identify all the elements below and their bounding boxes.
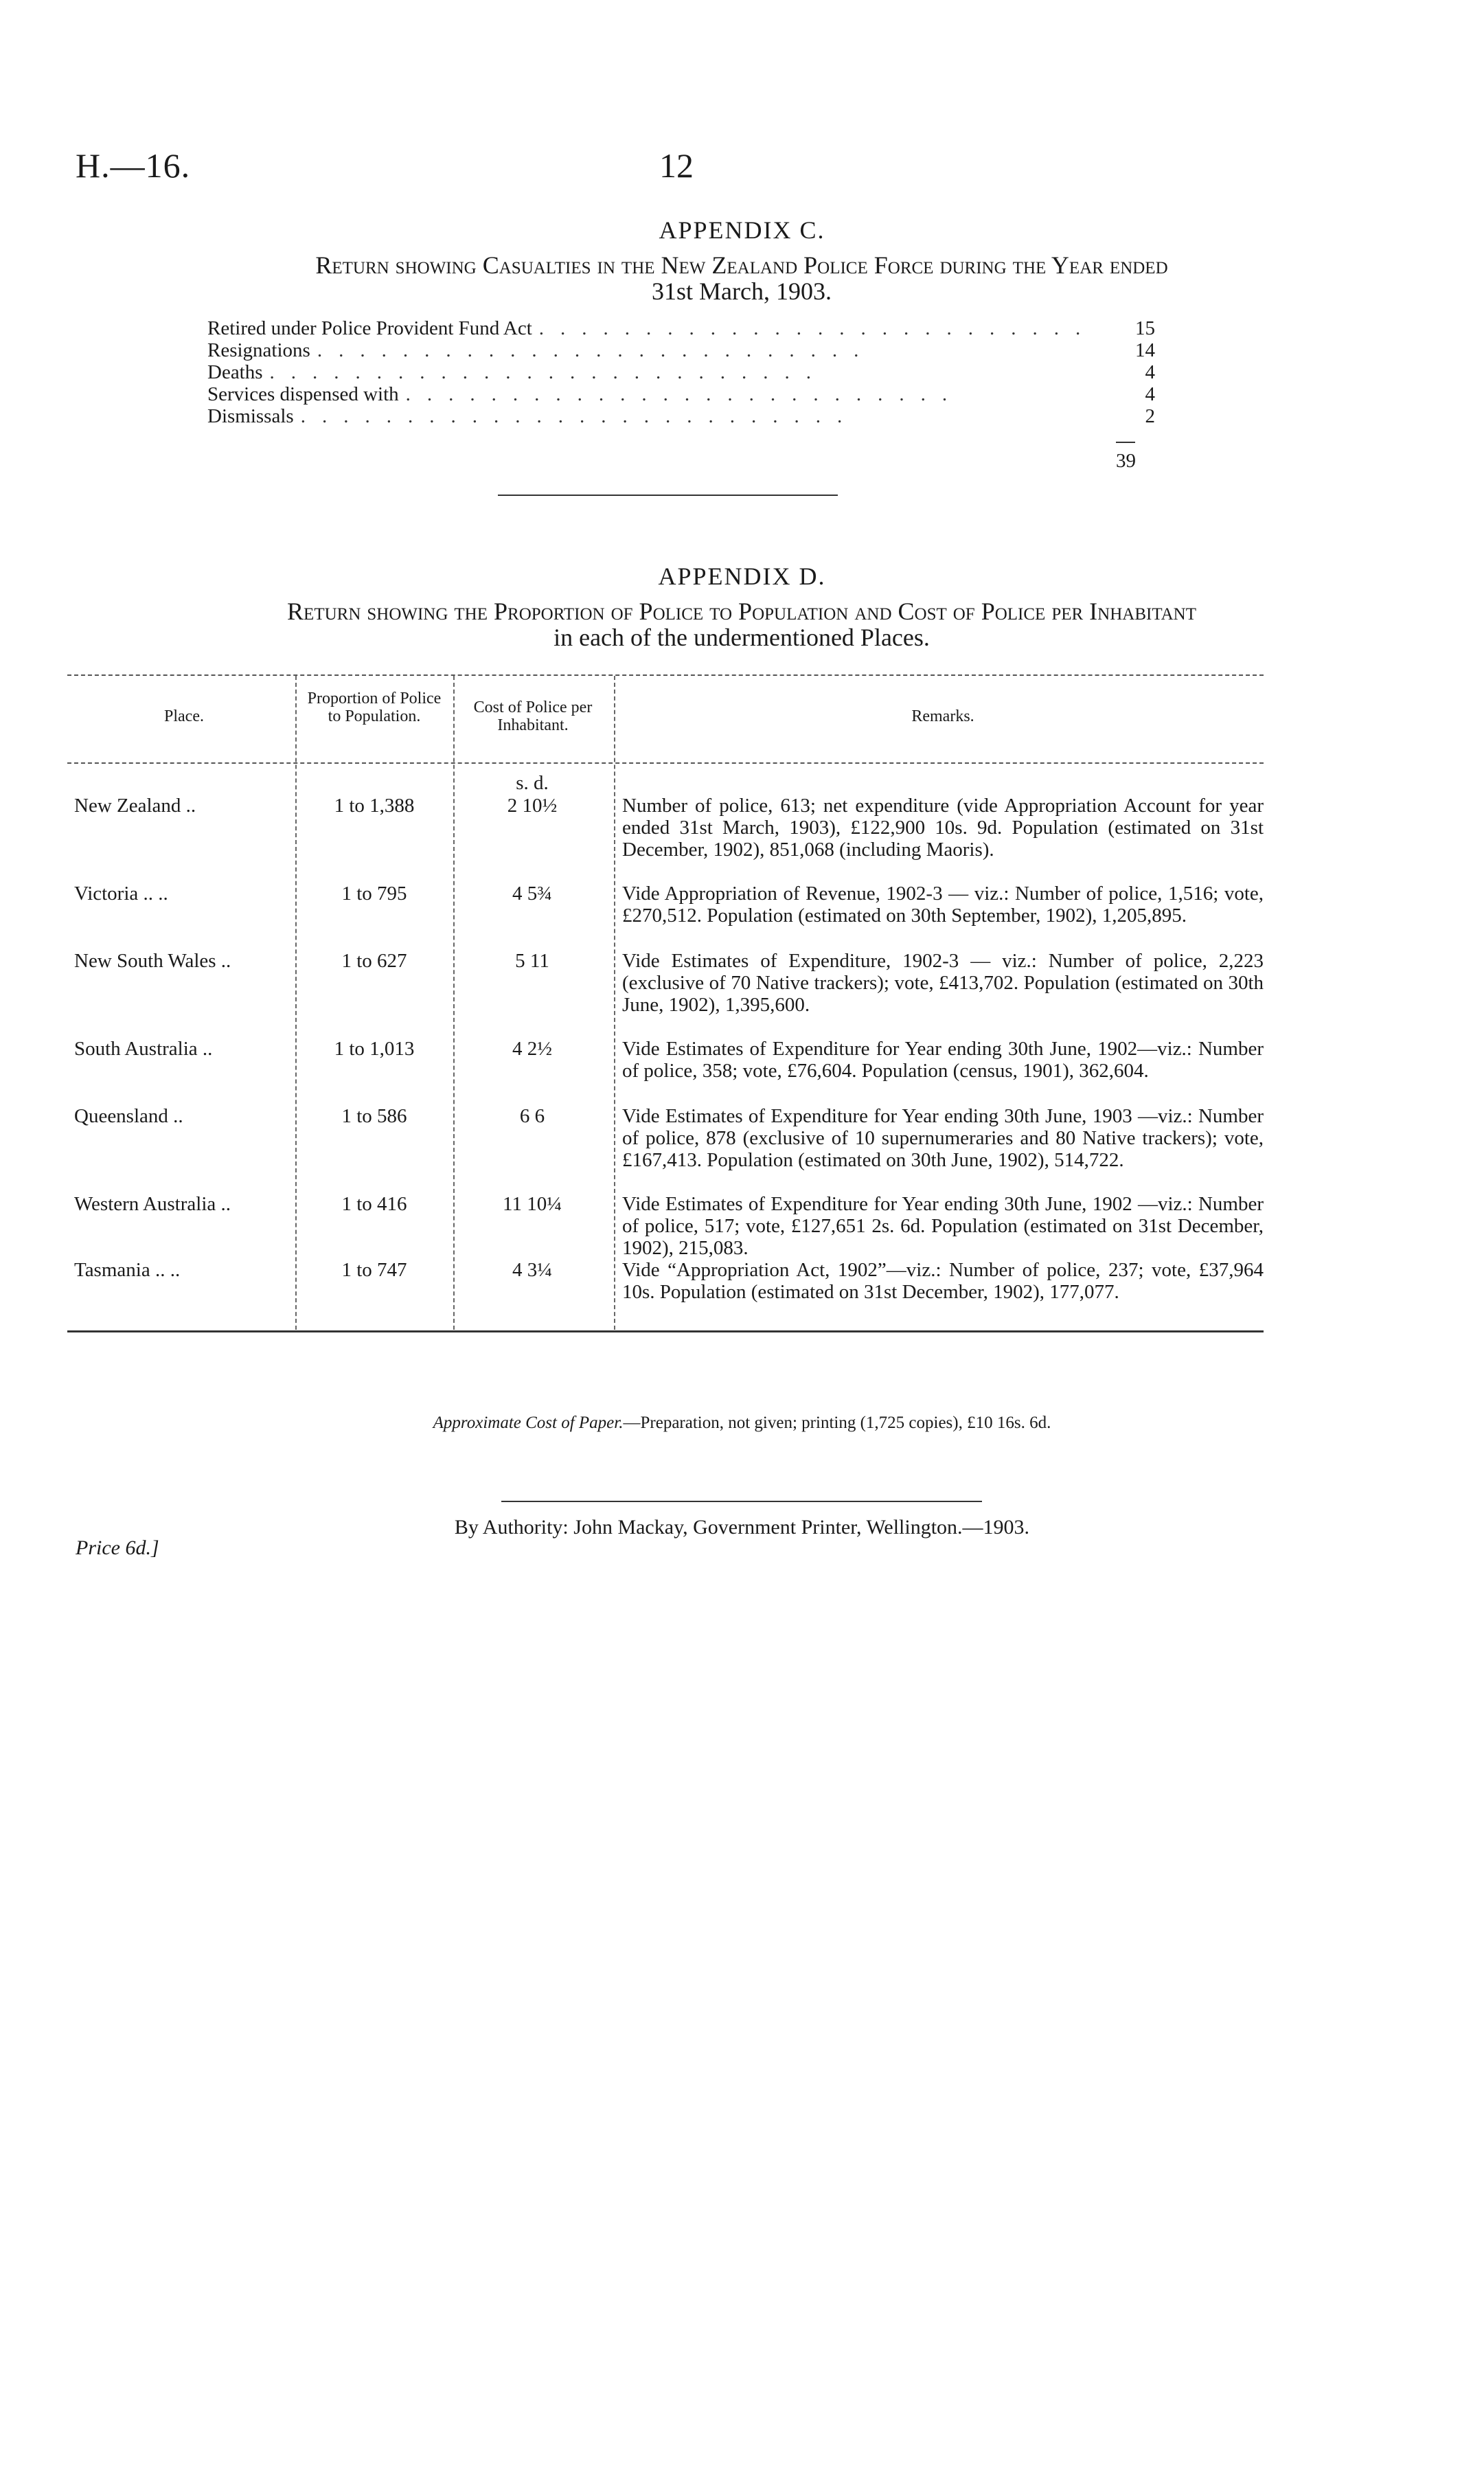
cell-proportion: 1 to 586 bbox=[341, 1105, 407, 1127]
header-remarks: Remarks. bbox=[911, 707, 974, 725]
appendix-d-return-line-2: in each of the undermentioned Places. bbox=[553, 624, 930, 651]
cell-place: Victoria .. .. bbox=[74, 883, 168, 905]
cell-cost: 6 6 bbox=[519, 1105, 545, 1127]
cell-remarks: Vide Estimates of Expenditure for Year ending 30th June, 1903 —viz.: Number of police, 878 (exclusive of 10 supernumeraries and 80 Native trackers); vote, £167,413. Population (estimated on 30th June, 1902), 514,722. bbox=[622, 1105, 1264, 1171]
header-proportion: Proportion of Police to Population. bbox=[307, 690, 442, 725]
cell-remarks: Number of police, 613; net expenditure (vide Appropriation Account for year ended 31st March, 1903), £122,900 10s. 9d. Population (estimated on 31st December, 1902), 851,068 (including Maoris). bbox=[622, 795, 1264, 861]
document-reference: H.—16. bbox=[76, 146, 191, 185]
casualty-value: 2 bbox=[1145, 405, 1155, 427]
table-header-rule bbox=[67, 762, 1264, 764]
cell-cost: 4 2½ bbox=[512, 1038, 552, 1060]
list-item bbox=[207, 317, 1155, 339]
column-divider bbox=[295, 676, 297, 1330]
cell-cost: 5 11 bbox=[515, 950, 549, 972]
cell-remarks: Vide Estimates of Expenditure for Year ending 30th June, 1902—viz.: Number of police, 358; vote, £76,604. Population (census, 1901), 362,604. bbox=[622, 1038, 1264, 1082]
casualty-value: 4 bbox=[1145, 361, 1155, 383]
cell-remarks: Vide Estimates of Expenditure, 1902-3 — viz.: Number of police, 2,223 (exclusive of 70 Native trackers); vote, £413,702. Population (estimated on 30th June, 1902), 1,395,600. bbox=[622, 950, 1264, 1016]
cell-cost: 4 3¼ bbox=[512, 1259, 552, 1281]
cell-proportion: 1 to 416 bbox=[341, 1193, 407, 1215]
casualty-value: 14 bbox=[1135, 339, 1155, 361]
cell-place: New South Wales .. bbox=[74, 950, 231, 972]
appendix-c-title: APPENDIX C. bbox=[659, 216, 825, 244]
casualty-label: Services dispensed with bbox=[207, 383, 399, 405]
section-divider bbox=[498, 495, 838, 496]
page-number: 12 bbox=[659, 146, 694, 185]
cost-of-paper-text: —Preparation, not given; printing (1,725 copies), £10 16s. 6d. bbox=[623, 1414, 1051, 1432]
dot-leader: .......................... bbox=[538, 317, 1097, 339]
cell-cost: 2 10½ bbox=[507, 795, 558, 817]
casualty-label: Retired under Police Provident Fund Act bbox=[207, 317, 532, 339]
cell-remarks: Vide Appropriation of Revenue, 1902-3 — viz.: Number of police, 1,516; vote, £270,512. Population (estimated on 30th September, 1902), 1,205,895. bbox=[622, 883, 1264, 927]
appendix-d-title: APPENDIX D. bbox=[658, 563, 826, 590]
dot-leader: .......................... bbox=[405, 383, 964, 405]
table-top-rule bbox=[67, 674, 1264, 676]
casualties-list bbox=[207, 317, 1155, 427]
casualty-value: 4 bbox=[1145, 383, 1155, 405]
column-divider bbox=[453, 676, 455, 1330]
printer-authority: By Authority: John Mackay, Government Printer, Wellington.—1903. bbox=[454, 1516, 1030, 1539]
table-bottom-rule bbox=[67, 1330, 1264, 1332]
header-place: Place. bbox=[164, 707, 204, 725]
casualties-total: 39 bbox=[1116, 450, 1136, 472]
cost-units: s. d. bbox=[516, 772, 549, 794]
header-cost: Cost of Police per Inhabitant. bbox=[473, 699, 593, 734]
cell-place: Tasmania .. .. bbox=[74, 1259, 181, 1281]
sum-rule bbox=[1116, 442, 1135, 443]
dot-leader: .......................... bbox=[300, 405, 859, 427]
cell-proportion: 1 to 747 bbox=[341, 1259, 407, 1281]
casualty-value: 15 bbox=[1135, 317, 1155, 339]
cell-proportion: 1 to 1,388 bbox=[334, 795, 415, 817]
cell-cost: 11 10¼ bbox=[503, 1193, 562, 1215]
casualty-label: Resignations bbox=[207, 339, 310, 361]
appendix-c-return-line-1: Return showing Casualties in the New Zealand Police Force during the Year ended bbox=[315, 251, 1168, 279]
footer-divider bbox=[501, 1501, 982, 1502]
casualty-label: Deaths bbox=[207, 361, 263, 383]
appendix-d-return-line-1: Return showing the Proportion of Police to Population and Cost of Police per Inhabitant bbox=[287, 598, 1196, 625]
list-item bbox=[207, 339, 1155, 361]
column-divider bbox=[614, 676, 615, 1330]
cell-place: Queensland .. bbox=[74, 1105, 183, 1127]
cell-place: Western Australia .. bbox=[74, 1193, 231, 1215]
cost-of-paper-label: Approximate Cost of Paper. bbox=[433, 1414, 624, 1432]
dot-leader: .......................... bbox=[317, 339, 876, 361]
cell-proportion: 1 to 795 bbox=[341, 883, 407, 905]
appendix-c-return-line-2: 31st March, 1903. bbox=[652, 277, 832, 305]
casualty-label: Dismissals bbox=[207, 405, 294, 427]
cell-proportion: 1 to 627 bbox=[341, 950, 407, 972]
cell-cost: 4 5¾ bbox=[512, 883, 552, 905]
cost-of-paper-note bbox=[0, 1414, 1484, 1433]
dot-leader: .......................... bbox=[269, 361, 828, 383]
cell-remarks: Vide “Appropriation Act, 1902”—viz.: Number of police, 237; vote, £37,964 10s. Population (estimated on 31st December, 1902), 177,077. bbox=[622, 1259, 1264, 1303]
price-note: Price 6d.] bbox=[76, 1536, 159, 1559]
cell-place: New Zealand .. bbox=[74, 795, 196, 817]
cell-remarks: Vide Estimates of Expenditure for Year ending 30th June, 1902 —viz.: Number of police, 517; vote, £127,651 2s. 6d. Population (estimated on 31st December, 1902), 215,083. bbox=[622, 1193, 1264, 1259]
cell-proportion: 1 to 1,013 bbox=[334, 1038, 415, 1060]
list-item bbox=[207, 361, 1155, 383]
cell-place: South Australia .. bbox=[74, 1038, 213, 1060]
list-item bbox=[207, 405, 1155, 427]
list-item bbox=[207, 383, 1155, 405]
